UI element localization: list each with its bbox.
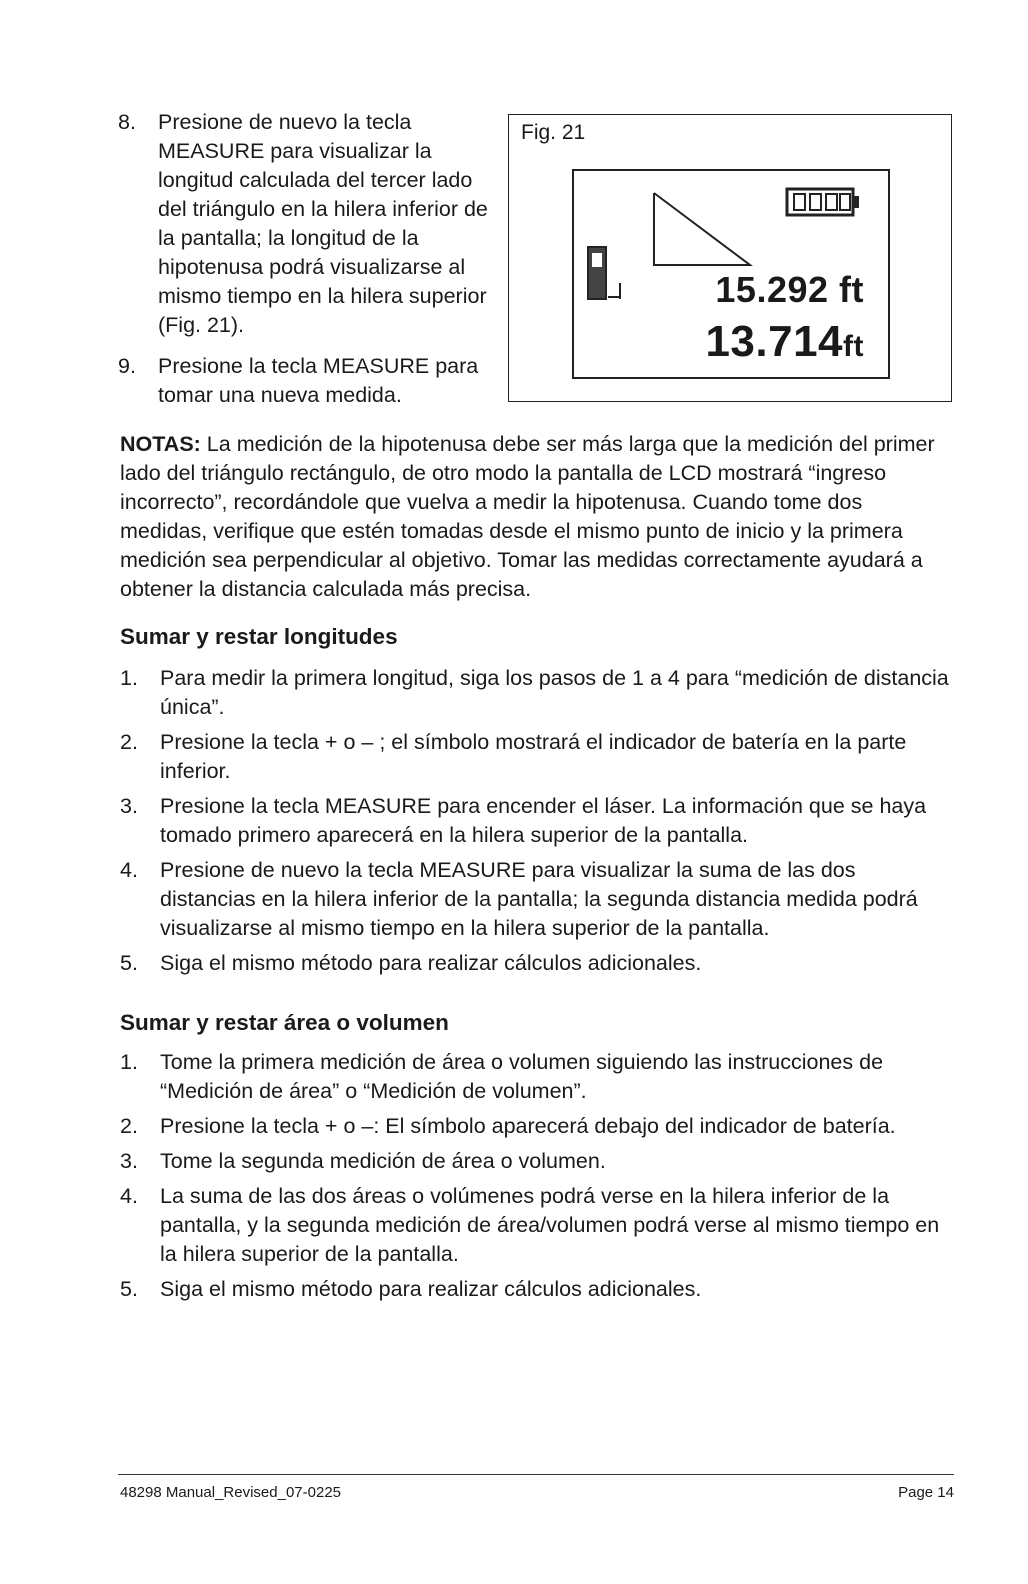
item-text: Siga el mismo método para realizar cálculos adicionales. [160, 951, 702, 975]
list-item [120, 1048, 950, 1106]
list-item [120, 949, 950, 978]
list-item [120, 1112, 950, 1141]
list-item [120, 856, 950, 943]
list-item [120, 1182, 950, 1269]
item-text: Presione de nuevo la tecla MEASURE para visualizar la suma de las dos distancias en la hilera inferior de la pantalla; la segunda distancia medida podrá visualizarse al mismo tiempo en la hilera superior de la pantalla. [160, 858, 918, 940]
item-number: 9. [118, 354, 136, 378]
battery-icon [787, 189, 859, 215]
item-text: Presione de nuevo la tecla MEASURE para visualizar la longitud calculada del tercer lado del triángulo en la hilera inferior de la pantalla; la longitud de la hipotenusa podrá visualizarse al mismo tiempo en la hilera superior (Fig. 21). [158, 110, 488, 337]
notes-paragraph [120, 430, 950, 604]
device-reference-icon [588, 247, 620, 299]
item-text: Presione la tecla + o – ; el símbolo mostrará el indicador de batería en la parte inferior. [160, 730, 907, 783]
lcd-bottom-unit: ft [843, 330, 864, 363]
item-number: 2. [120, 730, 138, 754]
item-number: 1. [120, 1050, 138, 1074]
item-number: 1. [120, 666, 138, 690]
list-item [120, 792, 950, 850]
list-item [120, 664, 950, 722]
section-list-longitudes [120, 664, 950, 984]
lcd-bottom-value [705, 317, 864, 367]
lcd-bottom-number: 13.714 [705, 317, 844, 366]
item-number: 5. [120, 951, 138, 975]
figure-label: Fig. 21 [521, 121, 586, 144]
item-number: 3. [120, 1149, 138, 1173]
lcd-top-value: 15.292 ft [715, 269, 864, 310]
list-item [118, 108, 498, 340]
footer-document-id: 48298 Manual_Revised_07-0225 [120, 1484, 342, 1501]
top-instruction-list [118, 108, 498, 422]
footer-page-number: Page 14 [898, 1484, 954, 1501]
item-text: Para medir la primera longitud, siga los pasos de 1 a 4 para “medición de distancia única”. [160, 666, 949, 719]
item-text: La suma de las dos áreas o volúmenes podrá verse en la hilera inferior de la pantalla, y la segunda medición de área/volumen podrá verse al mismo tiempo en la hilera superior de la pantalla. [160, 1184, 940, 1266]
list-item [118, 352, 498, 410]
notes-label: NOTAS: [120, 432, 201, 456]
figure-21 [508, 114, 952, 402]
list-item [120, 1275, 950, 1304]
item-number: 4. [120, 1184, 138, 1208]
item-number: 3. [120, 794, 138, 818]
item-number: 8. [118, 110, 136, 134]
item-text: Presione la tecla + o –: El símbolo aparecerá debajo del indicador de batería. [160, 1114, 896, 1138]
footer-divider [118, 1474, 954, 1475]
notes-text: La medición de la hipotenusa debe ser más larga que la medición del primer lado del triángulo rectángulo, de otro modo la pantalla de LCD mostrará “ingreso incorrecto”, recordándole que vuelva a medir la hipotenusa. Cuando tome dos medidas, verifique que estén tomadas desde el mismo punto de inicio y la primera medición sea perpendicular al objetivo. Tomar las medidas correctamente ayudará a obtener la distancia calculada más precisa. [120, 432, 935, 601]
item-text: Presione la tecla MEASURE para tomar una nueva medida. [158, 354, 479, 407]
lcd-display [572, 169, 890, 379]
item-text: Siga el mismo método para realizar cálculos adicionales. [160, 1277, 702, 1301]
section-list-area-volumen [120, 1048, 950, 1310]
triangle-icon [654, 193, 750, 265]
list-item [120, 728, 950, 786]
item-number: 4. [120, 858, 138, 882]
item-number: 5. [120, 1277, 138, 1301]
item-text: Presione la tecla MEASURE para encender el láser. La información que se haya tomado primero aparecerá en la hilera superior de la pantalla. [160, 794, 927, 847]
item-text: Tome la segunda medición de área o volumen. [160, 1149, 606, 1173]
item-number: 2. [120, 1114, 138, 1138]
item-text: Tome la primera medición de área o volumen siguiendo las instrucciones de “Medición de área” o “Medición de volumen”. [160, 1050, 884, 1103]
section-heading-area-volumen: Sumar y restar área o volumen [120, 1010, 449, 1035]
list-item [120, 1147, 950, 1176]
section-heading-longitudes: Sumar y restar longitudes [120, 624, 398, 649]
